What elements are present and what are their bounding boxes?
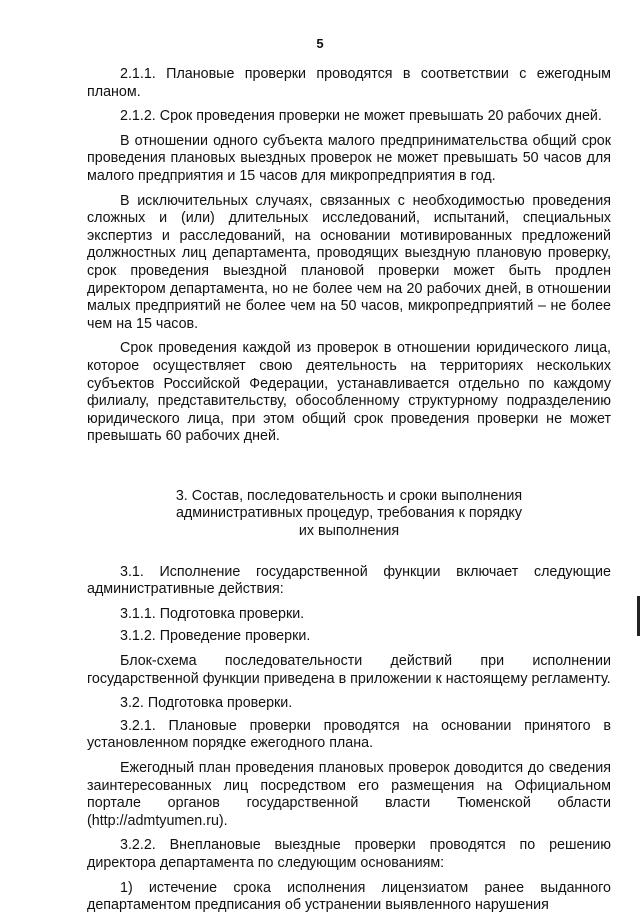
- section-heading-line: их выполнения: [298, 523, 400, 540]
- paragraph-3-1: 3.1. Исполнение государственной функции включает следующие административные действия:: [87, 563, 611, 598]
- paragraph-flowchart: Блок-схема последовательности действий при исполнении государственной функции приведена в приложении к настоящему регламенту.: [87, 653, 611, 687]
- paragraph-3-1-2: 3.1.2. Проведение проверки.: [120, 628, 311, 645]
- paragraph-small-business-limit: В отношении одного субъекта малого предпринимательства общий срок проведения плановых выездных проверок не может превышать 50 часов для малого предприятия и 15 часов для микропредприятия в год.: [87, 132, 611, 184]
- paragraph-3-2-1: 3.2.1. Плановые проверки проводятся на основании принятого в установленном порядке ежегодного плана.: [87, 717, 611, 752]
- page-number: 5: [316, 36, 324, 51]
- paragraph-3-2: 3.2. Подготовка проверки.: [120, 695, 293, 712]
- paragraph-ground-1: 1) истечение срока исполнения лицензиатом ранее выданного департаментом предписания об устранении выявленного нарушения: [87, 879, 611, 914]
- paragraph-3-1-1: 3.1.1. Подготовка проверки.: [120, 605, 305, 622]
- section-heading-line: административных процедур, требования к порядку: [175, 505, 522, 522]
- section-heading-line: 3. Состав, последовательность и сроки выполнения: [175, 487, 523, 504]
- paragraph-annual-plan: Ежегодный план проведения плановых проверок доводится до сведения заинтересованных лиц посредством его размещения на Официальном портале органов государственной власти Тюменской области (http://admtyumen.ru).: [87, 760, 611, 829]
- paragraph-2-1-1: 2.1.1. Плановые проверки проводятся в соответствии с ежегодным планом.: [87, 66, 611, 100]
- paragraph-3-2-2: 3.2.2. Внеплановые выездные проверки проводятся по решению директора департамента по следующим основаниям:: [87, 837, 611, 871]
- paragraph-2-1-2: 2.1.2. Срок проведения проверки не может превышать 20 рабочих дней.: [120, 108, 602, 125]
- paragraph-branch-inspections: Срок проведения каждой из проверок в отношении юридического лица, которое осуществляет свою деятельность на территориях нескольких субъектов Российской Федерации, устанавливается отдельно по каждому филиалу, представительству, обособленному структурному подразделению юридического лица, при этом общий срок проведения проверки не может превышать 60 рабочих дней.: [87, 340, 611, 445]
- paragraph-exceptional-cases: В исключительных случаях, связанных с необходимостью проведения сложных и (или) длительных исследований, испытаний, специальных экспертиз и расследований, на основании мотивированных предложений должностных лиц департамента, проводящих выездную плановую проверку, срок проведения выездной плановой проверки может быть продлен директором департамента, но не более чем на 20 рабочих дней, в отношении малых предприятий не более чем на 50 часов, микропредприятий – не более чем на 15 часов.: [87, 192, 611, 332]
- section-3-heading: [87, 488, 611, 541]
- document-body: [87, 66, 611, 922]
